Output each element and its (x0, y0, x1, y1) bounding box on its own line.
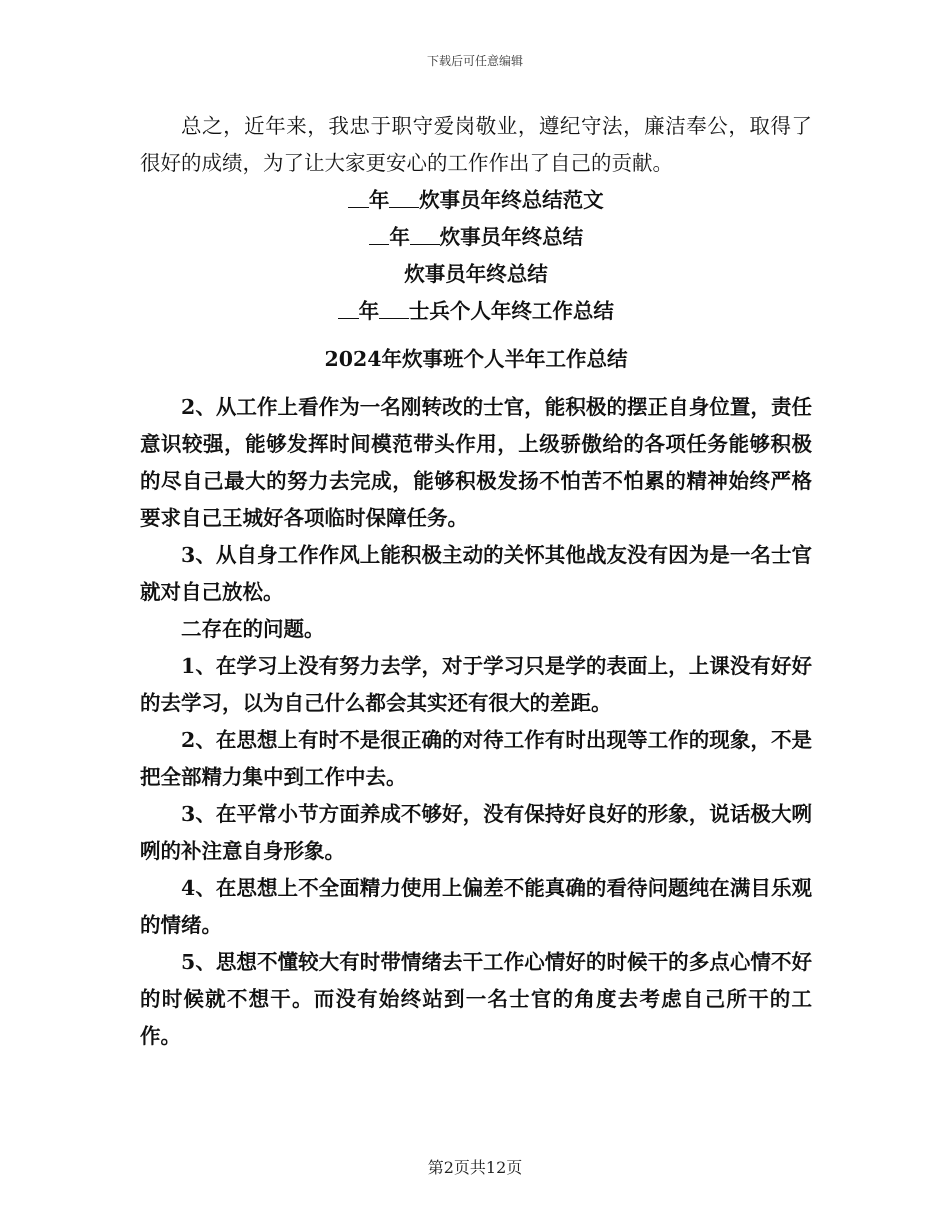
paragraph: 5、思想不懂较大有时带情绪去干工作心情好的时候干的多点心情不好的时候就不想干。而没有始终站到一名士官的角度去考虑自己所干的工作。 (140, 950, 812, 1048)
blank-underline (369, 223, 390, 246)
paragraph: 二存在的问题。 (181, 617, 325, 641)
blank-underline (338, 297, 359, 320)
document-body (140, 108, 812, 1055)
intro-paragraph: 总之，近年来，我忠于职守爱岗敬业，遵纪守法，廉洁奉公，取得了很好的成绩，为了让大家更安心的工作作出了自己的贡献。 (140, 114, 812, 175)
paragraph: 2、在思想上有时不是很正确的对待工作有时出现等工作的现象，不是把全部精力集中到工作中去。 (140, 728, 812, 789)
paragraph: 3、从自身工作作风上能积极主动的关怀其他战友没有因为是一名士官就对自己放松。 (140, 543, 812, 604)
paragraph: 1、在学习上没有努力去学，对于学习只是学的表面上，上课没有好好的去学习，以为自己什么都会其实还有很大的差距。 (140, 654, 812, 715)
blank-underline (389, 186, 419, 209)
related-title-3: 炊事员年终总结 (404, 262, 548, 286)
document-title: 2024年炊事班个人半年工作总结 (324, 347, 628, 371)
paragraph: 2、从工作上看作为一名刚转改的士官，能积极的摆正自身位置，责任意识较强，能够发挥时间模范带头作用，上级骄傲给的各项任务能够积极的尽自己最大的努力去完成，能够积极发扬不怕苦不怕累的精神始终严格要求自己王城好各项临时保障任务。 (140, 395, 812, 530)
blank-underline (410, 223, 440, 246)
related-title-4: 年 士兵个人年终工作总结 (140, 293, 812, 330)
paragraph: 4、在思想上不全面精力使用上偏差不能真确的看待问题纯在满目乐观的情绪。 (140, 876, 812, 937)
blank-underline (379, 297, 409, 320)
related-title-2: 年 炊事员年终总结 (140, 219, 812, 256)
paragraph: 3、在平常小节方面养成不够好，没有保持好良好的形象，说话极大咧咧的补注意自身形象。 (140, 802, 812, 863)
related-title-1: 年 炊事员年终总结范文 (140, 182, 812, 219)
page-footer: 第2页共12页 (427, 1158, 523, 1177)
blank-underline (348, 186, 369, 209)
page-header: 下载后可任意编辑 (426, 54, 523, 68)
